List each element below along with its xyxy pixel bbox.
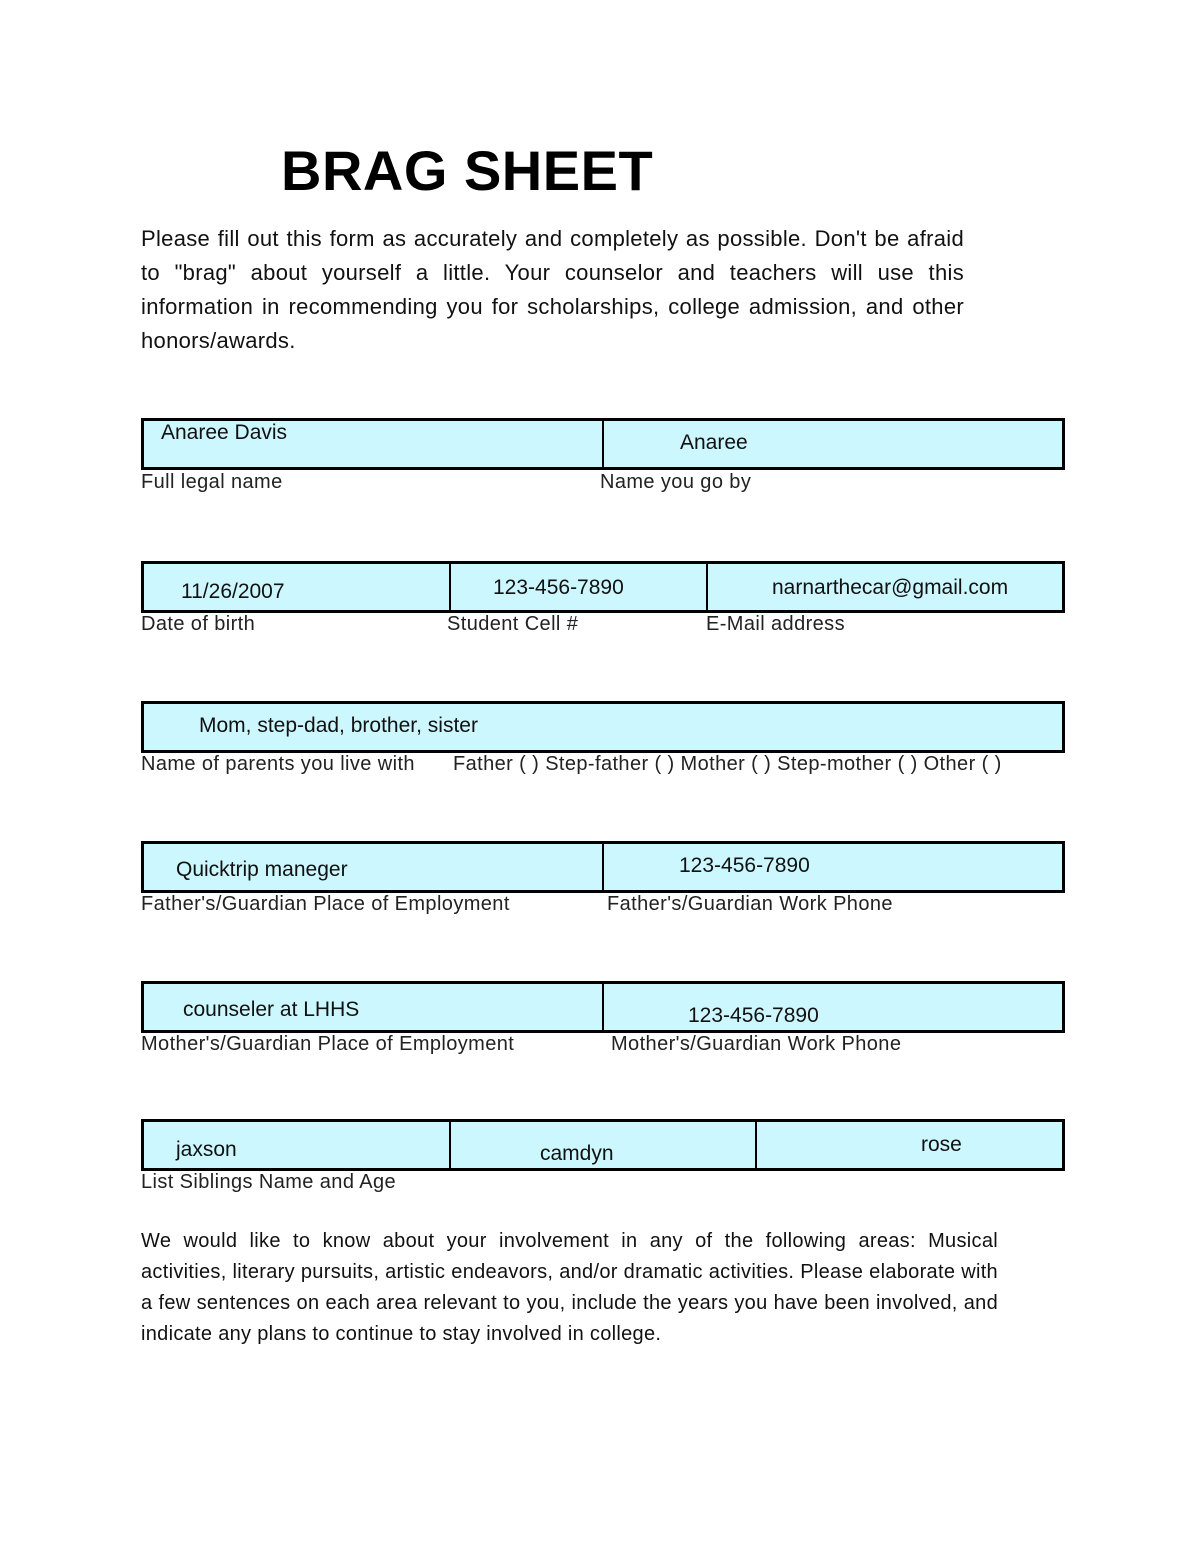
sibling-3-value: rose [921, 1133, 962, 1156]
sibling-1-field[interactable] [144, 1122, 449, 1168]
dob-label: Date of birth [141, 613, 256, 635]
email-label: E-Mail address [706, 613, 845, 635]
cell-phone-value: 123-456-7890 [493, 576, 624, 599]
siblings-row [141, 1119, 1065, 1171]
mother-employment-label: Mother's/Guardian Place of Employment [141, 1033, 515, 1055]
mother-phone-label: Mother's/Guardian Work Phone [611, 1033, 902, 1055]
father-employment-value: Quicktrip maneger [176, 858, 348, 881]
mother-row [141, 981, 1065, 1033]
sibling-2-value: camdyn [540, 1142, 614, 1165]
father-phone-value: 123-456-7890 [679, 854, 810, 877]
cell-phone-field[interactable] [449, 564, 706, 610]
father-phone-field[interactable] [602, 844, 1062, 890]
father-employment-field[interactable] [144, 844, 602, 890]
nickname-field[interactable] [602, 421, 1062, 467]
parents-field[interactable] [144, 704, 1062, 750]
father-employment-label: Father's/Guardian Place of Employment [141, 893, 510, 915]
dob-value: 11/26/2007 [181, 580, 285, 603]
email-field[interactable] [706, 564, 1062, 610]
nickname-label: Name you go by [600, 471, 752, 493]
sibling-1-value: jaxson [176, 1138, 237, 1161]
dob-field[interactable] [144, 564, 449, 610]
full-name-label: Full legal name [141, 471, 283, 493]
mother-phone-field[interactable] [602, 984, 1062, 1030]
email-value: narnarthecar@gmail.com [772, 576, 1009, 599]
father-phone-label: Father's/Guardian Work Phone [607, 893, 893, 915]
page-title: BRAG SHEET [281, 139, 654, 202]
nickname-value: Anaree [680, 431, 748, 454]
parents-row [141, 701, 1065, 753]
intro-paragraph: Please fill out this form as accurately and completely as possible. Don't be afraid to "brag" about yourself a little. Your counselor and teachers will use this information in recommending you for scholarships, college admission, and other honors/awards. [141, 226, 964, 353]
parent-type-options: Father ( ) Step-father ( ) Mother ( ) Step-mother ( ) Other ( ) [453, 753, 1002, 775]
full-name-field[interactable] [144, 421, 602, 467]
cell-phone-label: Student Cell # [447, 613, 579, 635]
father-row [141, 841, 1065, 893]
mother-phone-value: 123-456-7890 [688, 1004, 819, 1027]
full-name-value: Anaree Davis [161, 421, 288, 444]
involvement-paragraph: We would like to know about your involvement in any of the following areas: Musical activities, literary pursuits, artistic endeavors, and/or dramatic activities. Please elaborate with a few sentences on each area relevant to you, include the years you have been involved, and indicate any plans to continue to stay involved in college. [141, 1230, 998, 1345]
parents-value: Mom, step-dad, brother, sister [199, 714, 478, 737]
mother-employment-value: counseler at LHHS [183, 998, 360, 1021]
siblings-label: List Siblings Name and Age [141, 1171, 396, 1193]
contact-row [141, 561, 1065, 613]
name-row [141, 418, 1065, 470]
parents-label: Name of parents you live with [141, 753, 415, 775]
sibling-2-field[interactable] [449, 1122, 755, 1168]
sibling-3-field[interactable] [755, 1122, 1062, 1168]
mother-employment-field[interactable] [144, 984, 602, 1030]
